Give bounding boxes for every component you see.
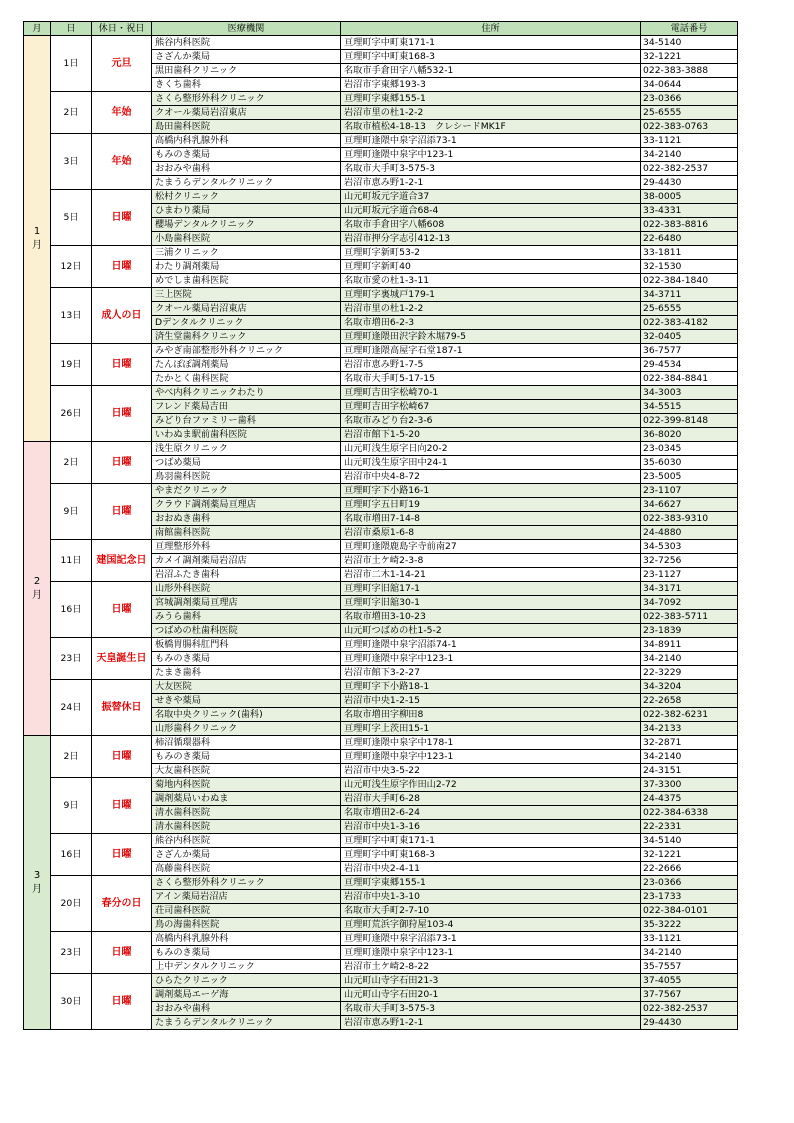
day-cell: 11日 — [51, 540, 92, 582]
phone-cell: 29-4430 — [641, 176, 738, 190]
phone-cell: 22-6480 — [641, 232, 738, 246]
address-cell: 亘理町字中町東168-3 — [341, 848, 641, 862]
phone-cell: 022-383-3888 — [641, 64, 738, 78]
address-cell: 亘理町字新町40 — [341, 260, 641, 274]
header-month: 月 — [24, 22, 51, 36]
address-cell: 岩沼市中央1-3-10 — [341, 890, 641, 904]
address-cell: 名取市大手町3-575-3 — [341, 1002, 641, 1016]
phone-cell: 34-6627 — [641, 498, 738, 512]
address-cell: 亘理町字裏城戸179-1 — [341, 288, 641, 302]
clinic-name-cell: 調剤薬局エーゲ海 — [152, 988, 341, 1002]
phone-cell: 24-4880 — [641, 526, 738, 540]
clinic-name-cell: 菊地内科医院 — [152, 778, 341, 792]
phone-cell: 34-3003 — [641, 386, 738, 400]
address-cell: 亘理町逢隈高屋字石堂187-1 — [341, 344, 641, 358]
phone-cell: 34-2140 — [641, 148, 738, 162]
phone-cell: 022-382-2537 — [641, 162, 738, 176]
table-row — [24, 442, 738, 456]
clinic-name-cell: おおみや歯科 — [152, 1002, 341, 1016]
clinic-name-cell: 大友歯科医院 — [152, 764, 341, 778]
phone-cell: 36-8020 — [641, 428, 738, 442]
day-cell: 23日 — [51, 638, 92, 680]
address-cell: 亘理町吉田字松崎67 — [341, 400, 641, 414]
clinic-name-cell: 板橋胃腸科肛門科 — [152, 638, 341, 652]
clinic-name-cell: Dデンタルクリニック — [152, 316, 341, 330]
phone-cell: 34-5140 — [641, 36, 738, 50]
address-cell: 亘理町字中町東168-3 — [341, 50, 641, 64]
clinic-name-cell: 荘司歯科医院 — [152, 904, 341, 918]
address-cell: 岩沼市里の杜1-2-2 — [341, 302, 641, 316]
clinic-name-cell: やまだクリニック — [152, 484, 341, 498]
table-row — [24, 876, 738, 890]
day-cell: 23日 — [51, 932, 92, 974]
table-row — [24, 344, 738, 358]
phone-cell: 34-2133 — [641, 722, 738, 736]
address-cell: 岩沼市大手町6-28 — [341, 792, 641, 806]
clinic-name-cell: カメイ調剤薬局岩沼店 — [152, 554, 341, 568]
holiday-cell: 年始 — [92, 134, 152, 190]
address-cell: 岩沼市恵み野1-2-1 — [341, 1016, 641, 1030]
clinic-name-cell: きくち歯科 — [152, 78, 341, 92]
address-cell: 岩沼市中央3-5-22 — [341, 764, 641, 778]
address-cell: 名取市手倉田字八幡608 — [341, 218, 641, 232]
day-cell: 26日 — [51, 386, 92, 442]
clinic-name-cell: 宮城調剤薬局亘理店 — [152, 596, 341, 610]
phone-cell: 35-3222 — [641, 918, 738, 932]
clinic-name-cell: もみのき薬局 — [152, 652, 341, 666]
clinic-name-cell: 上中デンタルクリニック — [152, 960, 341, 974]
phone-cell: 32-1221 — [641, 50, 738, 64]
phone-cell: 33-1121 — [641, 932, 738, 946]
address-cell: 亘理町吉田字松崎70-1 — [341, 386, 641, 400]
table-row — [24, 386, 738, 400]
clinic-name-cell: クオール薬局岩沼東店 — [152, 106, 341, 120]
phone-cell: 34-2140 — [641, 946, 738, 960]
clinic-name-cell: 浅生原クリニック — [152, 442, 341, 456]
phone-cell: 25-6555 — [641, 302, 738, 316]
phone-cell: 022-383-4182 — [641, 316, 738, 330]
clinic-name-cell: ひまわり薬局 — [152, 204, 341, 218]
holiday-cell: 日曜 — [92, 442, 152, 484]
address-cell: 亘理町字上茨田15-1 — [341, 722, 641, 736]
address-cell: 山元町浅生原字日向20-2 — [341, 442, 641, 456]
day-cell: 3日 — [51, 134, 92, 190]
clinic-name-cell: 清水歯科医院 — [152, 820, 341, 834]
day-cell: 16日 — [51, 582, 92, 638]
address-cell: 岩沼市二木1-14-21 — [341, 568, 641, 582]
address-cell: 名取市大手町5-17-15 — [341, 372, 641, 386]
holiday-cell: 日曜 — [92, 344, 152, 386]
address-cell: 岩沼市中央4-8-72 — [341, 470, 641, 484]
clinic-name-cell: みやぎ南部整形外科クリニック — [152, 344, 341, 358]
clinic-name-cell: さざんか薬局 — [152, 50, 341, 64]
phone-cell: 33-1811 — [641, 246, 738, 260]
table-row — [24, 540, 738, 554]
address-cell: 亘理町字旧舘30-1 — [341, 596, 641, 610]
clinic-name-cell: おおみや歯科 — [152, 162, 341, 176]
address-cell: 亘理町逢隈田沢字鈴木堀79-5 — [341, 330, 641, 344]
phone-cell: 22-2658 — [641, 694, 738, 708]
address-cell: 亘理町荒浜字御狩屋103-4 — [341, 918, 641, 932]
address-cell: 山元町浅生原字作田山2-72 — [341, 778, 641, 792]
phone-cell: 34-2140 — [641, 750, 738, 764]
address-cell: 亘理町逢隈中泉字沼添74-1 — [341, 638, 641, 652]
clinic-name-cell: 鳥羽歯科医院 — [152, 470, 341, 484]
table-row — [24, 834, 738, 848]
clinic-name-cell: クオール薬局岩沼東店 — [152, 302, 341, 316]
phone-cell: 22-2666 — [641, 862, 738, 876]
phone-cell: 32-7256 — [641, 554, 738, 568]
phone-cell: 24-3151 — [641, 764, 738, 778]
table-row — [24, 680, 738, 694]
phone-cell: 022-384-6338 — [641, 806, 738, 820]
phone-cell: 34-0644 — [641, 78, 738, 92]
table-row — [24, 134, 738, 148]
table-row — [24, 190, 738, 204]
clinic-name-cell: たまうらデンタルクリニック — [152, 1016, 341, 1030]
phone-cell: 23-1733 — [641, 890, 738, 904]
address-cell: 岩沼市土ケ崎2-8-22 — [341, 960, 641, 974]
address-cell: 亘理町逢隈中泉字中123-1 — [341, 652, 641, 666]
address-cell: 亘理町逢隈中泉字中178-1 — [341, 736, 641, 750]
clinic-name-cell: つばめの杜歯科医院 — [152, 624, 341, 638]
address-cell: 岩沼市中央1-2-15 — [341, 694, 641, 708]
phone-cell: 34-5515 — [641, 400, 738, 414]
phone-cell: 25-6555 — [641, 106, 738, 120]
header-clinic: 医療機関 — [152, 22, 341, 36]
table-row — [24, 974, 738, 988]
clinic-name-cell: たかとく歯科医院 — [152, 372, 341, 386]
address-cell: 名取市増田6-2-3 — [341, 316, 641, 330]
address-cell: 亘理町字中町東171-1 — [341, 36, 641, 50]
phone-cell: 22-3229 — [641, 666, 738, 680]
holiday-cell: 日曜 — [92, 386, 152, 442]
clinic-name-cell: もみのき薬局 — [152, 750, 341, 764]
table-body — [24, 36, 738, 1030]
clinic-name-cell: 山形歯科クリニック — [152, 722, 341, 736]
clinic-name-cell: つばめ薬局 — [152, 456, 341, 470]
clinic-name-cell: 三上医院 — [152, 288, 341, 302]
phone-cell: 36-7577 — [641, 344, 738, 358]
clinic-name-cell: みうら歯科 — [152, 610, 341, 624]
table-row — [24, 92, 738, 106]
clinic-name-cell: たんぽぽ調剤薬局 — [152, 358, 341, 372]
clinic-name-cell: 鳥の海歯科医院 — [152, 918, 341, 932]
table-row — [24, 778, 738, 792]
phone-cell: 34-5140 — [641, 834, 738, 848]
phone-cell: 022-383-9310 — [641, 512, 738, 526]
phone-cell: 23-0366 — [641, 92, 738, 106]
clinic-name-cell: 黒田歯科クリニック — [152, 64, 341, 78]
address-cell: 亘理町逢隈中泉字中123-1 — [341, 750, 641, 764]
phone-cell: 23-1127 — [641, 568, 738, 582]
phone-cell: 34-3711 — [641, 288, 738, 302]
day-cell: 1日 — [51, 36, 92, 92]
phone-cell: 33-4331 — [641, 204, 738, 218]
address-cell: 亘理町逢隈中泉字中123-1 — [341, 946, 641, 960]
day-cell: 9日 — [51, 778, 92, 834]
month-cell: 2 月 — [24, 442, 51, 736]
table-row — [24, 288, 738, 302]
clinic-name-cell: 調剤薬局いわぬま — [152, 792, 341, 806]
clinic-name-cell: さざんか薬局 — [152, 848, 341, 862]
address-cell: 岩沼市里の杜1-2-2 — [341, 106, 641, 120]
clinic-name-cell: たまき歯科 — [152, 666, 341, 680]
holiday-cell: 日曜 — [92, 246, 152, 288]
address-cell: 亘理町字中町東171-1 — [341, 834, 641, 848]
holiday-cell: 建国記念日 — [92, 540, 152, 582]
header-row — [24, 22, 738, 36]
day-cell: 2日 — [51, 442, 92, 484]
address-cell: 山元町山寺字石田20-1 — [341, 988, 641, 1002]
holiday-cell: 元旦 — [92, 36, 152, 92]
address-cell: 名取市みどり台2-3-6 — [341, 414, 641, 428]
phone-cell: 23-5005 — [641, 470, 738, 484]
clinic-name-cell: めでしま歯科医院 — [152, 274, 341, 288]
phone-cell: 022-399-8148 — [641, 414, 738, 428]
phone-cell: 32-2871 — [641, 736, 738, 750]
phone-cell: 37-4055 — [641, 974, 738, 988]
phone-cell: 022-384-1840 — [641, 274, 738, 288]
clinic-name-cell: 南館歯科医院 — [152, 526, 341, 540]
address-cell: 岩沼市押分字志引412-13 — [341, 232, 641, 246]
day-cell: 30日 — [51, 974, 92, 1030]
address-cell: 亘理町字下小路18-1 — [341, 680, 641, 694]
address-cell: 岩沼市字東郷193-3 — [341, 78, 641, 92]
day-cell: 19日 — [51, 344, 92, 386]
clinic-name-cell: 済生堂歯科クリニック — [152, 330, 341, 344]
header-phone: 電話番号 — [641, 22, 738, 36]
clinic-name-cell: たまうらデンタルクリニック — [152, 176, 341, 190]
header-address: 住所 — [341, 22, 641, 36]
phone-cell: 22-2331 — [641, 820, 738, 834]
phone-cell: 29-4534 — [641, 358, 738, 372]
phone-cell: 34-7092 — [641, 596, 738, 610]
address-cell: 亘理町字東郷155-1 — [341, 92, 641, 106]
holiday-cell: 日曜 — [92, 736, 152, 778]
holiday-cell: 天皇誕生日 — [92, 638, 152, 680]
address-cell: 名取市増田3-10-23 — [341, 610, 641, 624]
clinic-name-cell: 山形外科医院 — [152, 582, 341, 596]
phone-cell: 34-2140 — [641, 652, 738, 666]
phone-cell: 34-8911 — [641, 638, 738, 652]
phone-cell: 34-3171 — [641, 582, 738, 596]
holiday-cell: 日曜 — [92, 778, 152, 834]
clinic-name-cell: 高藤歯科医院 — [152, 862, 341, 876]
clinic-name-cell: さくら整形外科クリニック — [152, 876, 341, 890]
phone-cell: 23-0345 — [641, 442, 738, 456]
address-cell: 名取市手倉田字八幡532-1 — [341, 64, 641, 78]
holiday-cell: 春分の日 — [92, 876, 152, 932]
address-cell: 亘理町逢隈中泉字中123-1 — [341, 148, 641, 162]
table-row — [24, 36, 738, 50]
address-cell: 亘理町字五日町19 — [341, 498, 641, 512]
holiday-cell: 日曜 — [92, 582, 152, 638]
phone-cell: 32-1530 — [641, 260, 738, 274]
clinic-name-cell: 大友医院 — [152, 680, 341, 694]
clinic-name-cell: 松村クリニック — [152, 190, 341, 204]
address-cell: 岩沼市中央1-3-16 — [341, 820, 641, 834]
day-cell: 2日 — [51, 736, 92, 778]
address-cell: 名取市増田字柳田8 — [341, 708, 641, 722]
day-cell: 9日 — [51, 484, 92, 540]
phone-cell: 32-0405 — [641, 330, 738, 344]
address-cell: 山元町浅生原字田中24-1 — [341, 456, 641, 470]
table-row — [24, 246, 738, 260]
phone-cell: 022-382-6231 — [641, 708, 738, 722]
address-cell: 亘理町逢隈中泉字沼添73-1 — [341, 932, 641, 946]
address-cell: 亘理町字下小路16-1 — [341, 484, 641, 498]
address-cell: 岩沼市恵み野1-7-5 — [341, 358, 641, 372]
phone-cell: 38-0005 — [641, 190, 738, 204]
address-cell: 名取市愛の杜1-3-11 — [341, 274, 641, 288]
address-cell: 名取市大手町3-575-3 — [341, 162, 641, 176]
phone-cell: 32-1221 — [641, 848, 738, 862]
clinic-name-cell: もみのき薬局 — [152, 946, 341, 960]
table-row — [24, 638, 738, 652]
clinic-name-cell: もみのき薬局 — [152, 148, 341, 162]
holiday-cell: 日曜 — [92, 484, 152, 540]
address-cell: 山元町山寺字石田21-3 — [341, 974, 641, 988]
phone-cell: 37-7567 — [641, 988, 738, 1002]
phone-cell: 34-3204 — [641, 680, 738, 694]
phone-cell: 23-1839 — [641, 624, 738, 638]
month-cell: 3 月 — [24, 736, 51, 1030]
clinic-name-cell: 熊谷内科医院 — [152, 36, 341, 50]
holiday-cell: 日曜 — [92, 190, 152, 246]
phone-cell: 23-1107 — [641, 484, 738, 498]
clinic-name-cell: 柿沼循環器科 — [152, 736, 341, 750]
clinic-name-cell: 名取中央クリニック(歯科) — [152, 708, 341, 722]
address-cell: 名取市植松4-18-13 クレシードMK1F — [341, 120, 641, 134]
clinic-name-cell: 岩沼ふたき歯科 — [152, 568, 341, 582]
phone-cell: 022-383-0763 — [641, 120, 738, 134]
clinic-name-cell: みどり台ファミリー歯科 — [152, 414, 341, 428]
header-holiday: 休日・祝日 — [92, 22, 152, 36]
phone-cell: 23-0366 — [641, 876, 738, 890]
address-cell: 山元町坂元字道合37 — [341, 190, 641, 204]
day-cell: 16日 — [51, 834, 92, 876]
address-cell: 亘理町字新町53-2 — [341, 246, 641, 260]
phone-cell: 37-3300 — [641, 778, 738, 792]
clinic-name-cell: ひらたクリニック — [152, 974, 341, 988]
clinic-name-cell: 高橋内科乳腺外科 — [152, 932, 341, 946]
address-cell: 山元町坂元字道合68-4 — [341, 204, 641, 218]
address-cell: 亘理町逢隈鹿島字寺前南27 — [341, 540, 641, 554]
clinic-name-cell: 三浦クリニック — [152, 246, 341, 260]
address-cell: 岩沼市館下1-5-20 — [341, 428, 641, 442]
phone-cell: 35-7557 — [641, 960, 738, 974]
day-cell: 12日 — [51, 246, 92, 288]
clinic-name-cell: アイン薬局岩沼店 — [152, 890, 341, 904]
phone-cell: 34-5303 — [641, 540, 738, 554]
address-cell: 岩沼市土ケ崎2-3-8 — [341, 554, 641, 568]
clinic-name-cell: わたり調剤薬局 — [152, 260, 341, 274]
clinic-name-cell: 島田歯科医院 — [152, 120, 341, 134]
table-row — [24, 932, 738, 946]
phone-cell: 24-4375 — [641, 792, 738, 806]
clinic-name-cell: やべ内科クリニックわたり — [152, 386, 341, 400]
clinic-name-cell: 小島歯科医院 — [152, 232, 341, 246]
table-row — [24, 484, 738, 498]
day-cell: 24日 — [51, 680, 92, 736]
address-cell: 名取市増田2-6-24 — [341, 806, 641, 820]
clinic-name-cell: 高橋内科乳腺外科 — [152, 134, 341, 148]
address-cell: 亘理町逢隈中泉字沼添73-1 — [341, 134, 641, 148]
phone-cell: 022-384-8841 — [641, 372, 738, 386]
address-cell: 岩沼市桑原1-6-8 — [341, 526, 641, 540]
holiday-cell: 成人の日 — [92, 288, 152, 344]
phone-cell: 35-6030 — [641, 456, 738, 470]
address-cell: 岩沼市館下3-2-27 — [341, 666, 641, 680]
address-cell: 岩沼市恵み野1-2-1 — [341, 176, 641, 190]
clinic-name-cell: 亘理整形外科 — [152, 540, 341, 554]
phone-cell: 022-383-8816 — [641, 218, 738, 232]
clinic-name-cell: 清水歯科医院 — [152, 806, 341, 820]
phone-cell: 33-1121 — [641, 134, 738, 148]
day-cell: 2日 — [51, 92, 92, 134]
header-day: 日 — [51, 22, 92, 36]
clinic-name-cell: 熊谷内科医院 — [152, 834, 341, 848]
address-cell: 山元町つばめの杜1-5-2 — [341, 624, 641, 638]
table-row — [24, 582, 738, 596]
phone-cell: 022-383-5711 — [641, 610, 738, 624]
phone-cell: 29-4430 — [641, 1016, 738, 1030]
holiday-cell: 日曜 — [92, 974, 152, 1030]
address-cell: 岩沼市中央2-4-11 — [341, 862, 641, 876]
clinic-name-cell: クラウド調剤薬局亘理店 — [152, 498, 341, 512]
table-row — [24, 736, 738, 750]
address-cell: 亘理町字東郷155-1 — [341, 876, 641, 890]
clinic-name-cell: フレンド薬局吉田 — [152, 400, 341, 414]
clinic-name-cell: いわぬま駅前歯科医院 — [152, 428, 341, 442]
phone-cell: 022-384-0101 — [641, 904, 738, 918]
holiday-cell: 振替休日 — [92, 680, 152, 736]
clinic-name-cell: 櫻場デンタルクリニック — [152, 218, 341, 232]
clinic-name-cell: さくら整形外科クリニック — [152, 92, 341, 106]
month-cell: 1 月 — [24, 36, 51, 442]
holiday-cell: 年始 — [92, 92, 152, 134]
day-cell: 5日 — [51, 190, 92, 246]
clinic-name-cell: おおぬき歯科 — [152, 512, 341, 526]
address-cell: 名取市増田7-14-8 — [341, 512, 641, 526]
day-cell: 20日 — [51, 876, 92, 932]
day-cell: 13日 — [51, 288, 92, 344]
clinic-name-cell: せきや薬局 — [152, 694, 341, 708]
address-cell: 名取市大手町2-7-10 — [341, 904, 641, 918]
phone-cell: 022-382-2537 — [641, 1002, 738, 1016]
address-cell: 亘理町字旧舘17-1 — [341, 582, 641, 596]
holiday-cell: 日曜 — [92, 834, 152, 876]
holiday-clinic-table — [23, 21, 738, 1030]
holiday-cell: 日曜 — [92, 932, 152, 974]
